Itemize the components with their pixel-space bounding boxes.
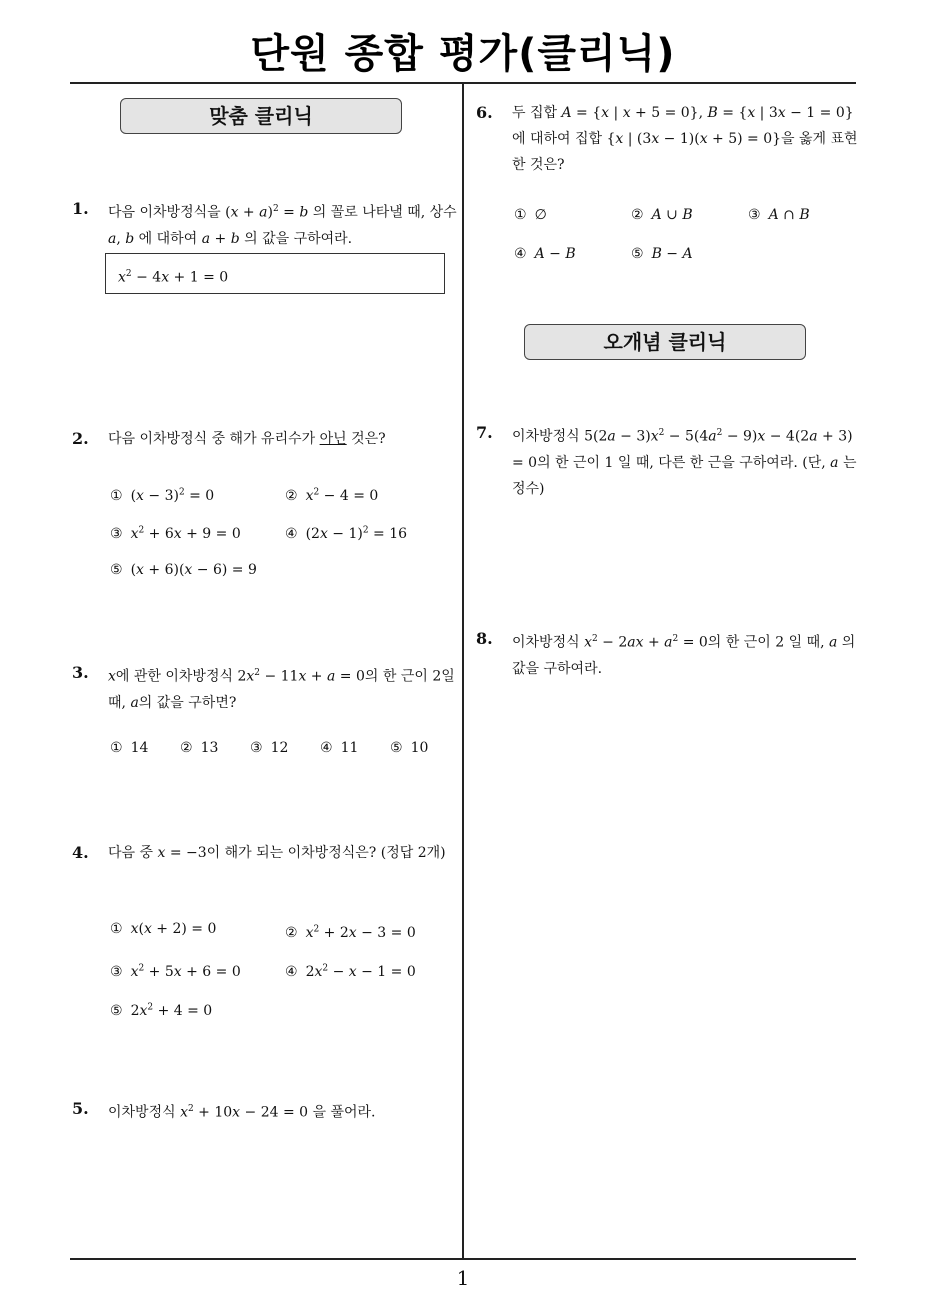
option-3[interactable]: ③ A ∩ B: [748, 207, 810, 223]
option-5[interactable]: ⑤ B − A: [631, 246, 693, 262]
section-header-misconception-clinic: 오개념 클리닉: [524, 324, 806, 360]
question-stem: 다음 중 x = −3이 해가 되는 이차방정식은? (정답 2개): [108, 845, 446, 861]
column-divider: [462, 83, 464, 1258]
option-4[interactable]: ④ A − B: [514, 246, 576, 262]
option-5[interactable]: ⑤ 10: [390, 740, 429, 756]
bottom-rule: [70, 1258, 856, 1260]
question-stem: 다음 이차방정식을 $(x + a)^2 = b$ 의 꼴로 나타낼 때, 상수 a, b 에 대하여 a + b 의 값을 구하여라.: [108, 204, 457, 247]
option-2[interactable]: ② $x^2 + 2x - 3 = 0$: [285, 924, 416, 941]
option-1[interactable]: ① x(x + 2) = 0: [110, 921, 217, 937]
page-title: 단원 종합 평가(클리닉): [250, 31, 676, 77]
given-equation-box: $x^2 - 4x + 1 = 0$: [105, 253, 445, 294]
option-1[interactable]: ① $(x - 3)^2 = 0$: [110, 487, 215, 504]
question-3: [72, 660, 458, 716]
question-number: 7.: [476, 423, 493, 442]
page-number: 1: [456, 1266, 470, 1290]
question-4: [72, 840, 458, 866]
question-1: [72, 196, 458, 252]
option-2[interactable]: ② $x^2 - 4 = 0$: [285, 487, 379, 504]
option-2[interactable]: ② A ∪ B: [631, 207, 693, 223]
option-5[interactable]: ⑤ (x + 6)(x − 6) = 9: [110, 562, 257, 578]
option-1[interactable]: ① ∅: [514, 207, 547, 223]
option-4[interactable]: ④ $(2x - 1)^2 = 16$: [285, 525, 408, 542]
section-header-custom-clinic: 맞춤 클리닉: [120, 98, 402, 134]
question-number: 5.: [72, 1099, 89, 1118]
option-1[interactable]: ① 14: [110, 740, 149, 756]
option-4[interactable]: ④ $2x^2 - x - 1 = 0$: [285, 963, 416, 980]
option-4[interactable]: ④ 11: [320, 740, 359, 756]
option-3[interactable]: ③ $x^2 + 6x + 9 = 0$: [110, 525, 241, 542]
question-number: 1.: [72, 199, 89, 218]
question-number: 4.: [72, 843, 89, 862]
question-2: [72, 426, 458, 452]
question-stem: 이차방정식 $x^2 - 2ax + a^2 = 0$의 한 근이 2 일 때, a 의 값을 구하여라.: [512, 634, 856, 677]
question-8: [476, 626, 860, 682]
question-number: 3.: [72, 663, 89, 682]
option-2[interactable]: ② 13: [180, 740, 219, 756]
option-3[interactable]: ③ 12: [250, 740, 289, 756]
question-stem: 두 집합 A = {x | x + 5 = 0}, B = {x | 3x − 1 = 0}에 대하여 집합 {x | (3x − 1)(x + 5) = 0}을 옳게 표현한 것은?: [512, 105, 858, 173]
option-5[interactable]: ⑤ $2x^2 + 4 = 0$: [110, 1002, 213, 1019]
question-7: [476, 420, 860, 502]
question-stem: x에 관한 이차방정식 $2x^2 - 11x + a = 0$의 한 근이 2일 때, a의 값을 구하면?: [108, 668, 455, 711]
question-number: 2.: [72, 429, 89, 448]
question-number: 6.: [476, 103, 493, 122]
question-number: 8.: [476, 629, 493, 648]
question-6: [476, 100, 860, 178]
question-stem: 이차방정식 $x^2 + 10x - 24 = 0$ 을 풀어라.: [108, 1104, 376, 1121]
question-stem: 다음 이차방정식 중 해가 유리수가 아닌 것은?: [108, 431, 386, 447]
question-stem: 이차방정식 $5(2a - 3)x^2 - 5(4a^2 - 9)x - 4(2a + 3) = 0$의 한 근이 1 일 때, 다른 한 근을 구하여라. (단, a 는 정수): [512, 428, 857, 497]
question-5: [72, 1096, 458, 1126]
option-3[interactable]: ③ $x^2 + 5x + 6 = 0$: [110, 963, 241, 980]
